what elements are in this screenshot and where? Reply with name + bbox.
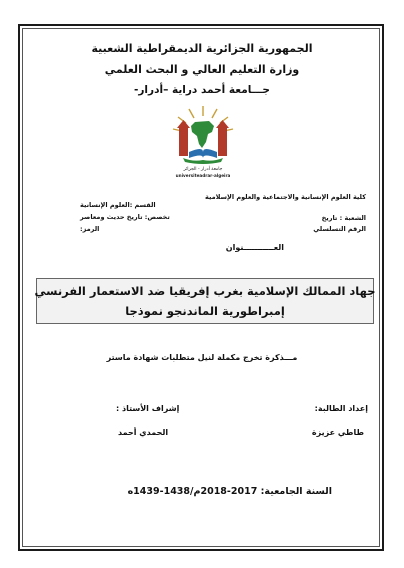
title-label: العـــــــــــنوان: [225, 243, 284, 252]
ministry-name: وزارة التعليم العالي و البحث العلمي: [104, 63, 300, 76]
academic-year: السنة الجامعية: 2017-2018م/1438-1439ه: [127, 486, 332, 497]
memo-statement: مـــذكرة تخرج مكملة لنيل متطلبات شهادة ماستر: [106, 353, 298, 362]
university-name: جـــامعة أحمد دراية –أدرار-: [134, 84, 270, 96]
university-emblem-icon: [165, 102, 241, 180]
specialty: تخصص: تاريخ حديث ومعاصر: [80, 213, 170, 221]
serial-number: الرقم التسلسلي: [313, 225, 366, 233]
prepared-by-label: إعداد الطالبة:: [314, 404, 368, 413]
supervisor-label: إشراف الأستاذ :: [116, 404, 180, 413]
thesis-title-line2: إمبراطورية الماندنجو نموذجا: [125, 304, 285, 318]
title-box: [36, 278, 374, 324]
professor-name: الحمدي أحمد: [118, 428, 169, 437]
university-logo: [165, 102, 241, 180]
svg-text:جامعة أدرار - الجزائر: جامعة أدرار - الجزائر: [183, 167, 223, 172]
symbol: الرمز:: [80, 225, 100, 233]
svg-text:universiteadrar-algeira: universiteadrar-algeira: [175, 173, 231, 178]
department: القسم :العلوم الإنسانية: [80, 201, 156, 209]
student-name: طاطي عزيزة: [311, 428, 364, 437]
republic-name: الجمهورية الجزائرية الديمقراطية الشعبية: [91, 42, 313, 55]
thesis-title-line1: جهاد الممالك الإسلامية بغرب إفريقيا ضد الاستعمار الفرنسي: [34, 284, 376, 298]
faculty-name: كلية العلوم الإنسانية والاجتماعية والعلوم الإسلامية: [205, 193, 366, 201]
branch: الشعبة : تاريخ: [321, 214, 366, 222]
